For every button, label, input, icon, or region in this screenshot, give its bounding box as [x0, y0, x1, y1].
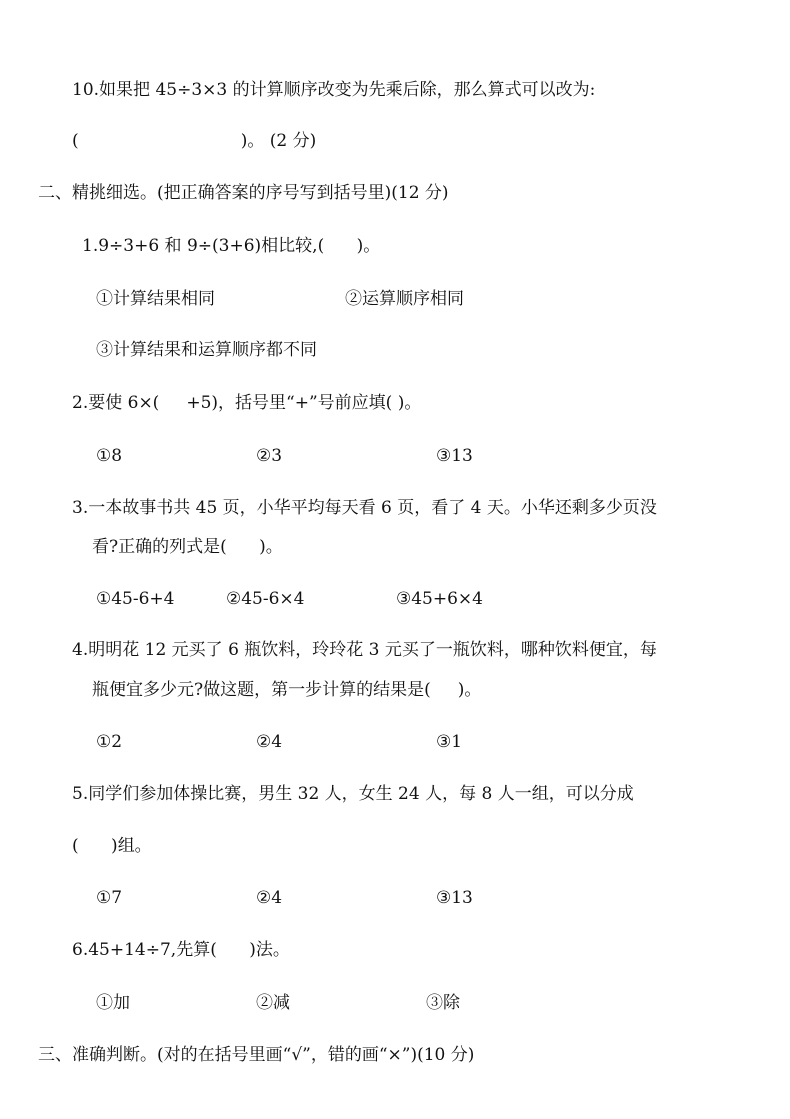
q3-option-2: ②45-6×4 — [226, 589, 305, 609]
q4-text-line1: 4.明明花 12 元买了 6 瓶饮料，玲玲花 3 元买了一瓶饮料，哪种饮料便宜，每 — [72, 640, 657, 660]
q4-option-1: ①2 — [96, 732, 123, 752]
q5-text-line2: ( )组。 — [72, 836, 152, 856]
q5-option-2: ②4 — [256, 888, 283, 908]
q3-text-line1: 3.一本故事书共 45 页，小华平均每天看 6 页，看了 4 天。小华还剩多少页没 — [72, 498, 657, 518]
q1-text: 1.9÷3+6 和 9÷(3+6)相比较,( )。 — [82, 236, 381, 256]
section2-title: 二、精挑细选。(把正确答案的序号写到括号里)(12 分) — [38, 183, 449, 203]
q4-option-2: ②4 — [256, 732, 283, 752]
q5-option-1: ①7 — [96, 888, 123, 908]
q2-option-3: ③13 — [436, 446, 473, 466]
q3-option-3: ③45+6×4 — [396, 589, 483, 609]
q3-option-1: ①45-6+4 — [96, 589, 175, 609]
q6-option-1: ①加 — [96, 993, 130, 1013]
q2-option-1: ①8 — [96, 446, 123, 466]
q4-option-3: ③1 — [436, 732, 463, 752]
q2-text: 2.要使 6×( +5)，括号里“+”号前应填( )。 — [72, 393, 422, 413]
q1-option-3: ③计算结果和运算顺序都不同 — [96, 340, 317, 360]
q1-option-2: ②运算顺序相同 — [345, 289, 464, 309]
q5-text-line1: 5.同学们参加体操比赛，男生 32 人，女生 24 人，每 8 人一组，可以分成 — [72, 784, 634, 804]
section3-title: 三、准确判断。(对的在括号里画“√”，错的画“×”)(10 分) — [38, 1045, 475, 1065]
q1-option-1: ①计算结果相同 — [96, 289, 215, 309]
q10-line2: ( )。 (2 分) — [72, 131, 317, 151]
q3-text-line2: 看?正确的列式是( )。 — [92, 537, 283, 557]
q5-option-3: ③13 — [436, 888, 473, 908]
q2-option-2: ②3 — [256, 446, 283, 466]
q6-text: 6.45+14÷7,先算( )法。 — [72, 940, 290, 960]
q6-option-3: ③除 — [426, 993, 460, 1013]
q10-line1: 10.如果把 45÷3×3 的计算顺序改变为先乘后除，那么算式可以改为: — [72, 80, 596, 100]
q6-option-2: ②减 — [256, 993, 290, 1013]
q4-text-line2: 瓶便宜多少元?做这题，第一步计算的结果是( )。 — [92, 680, 482, 700]
